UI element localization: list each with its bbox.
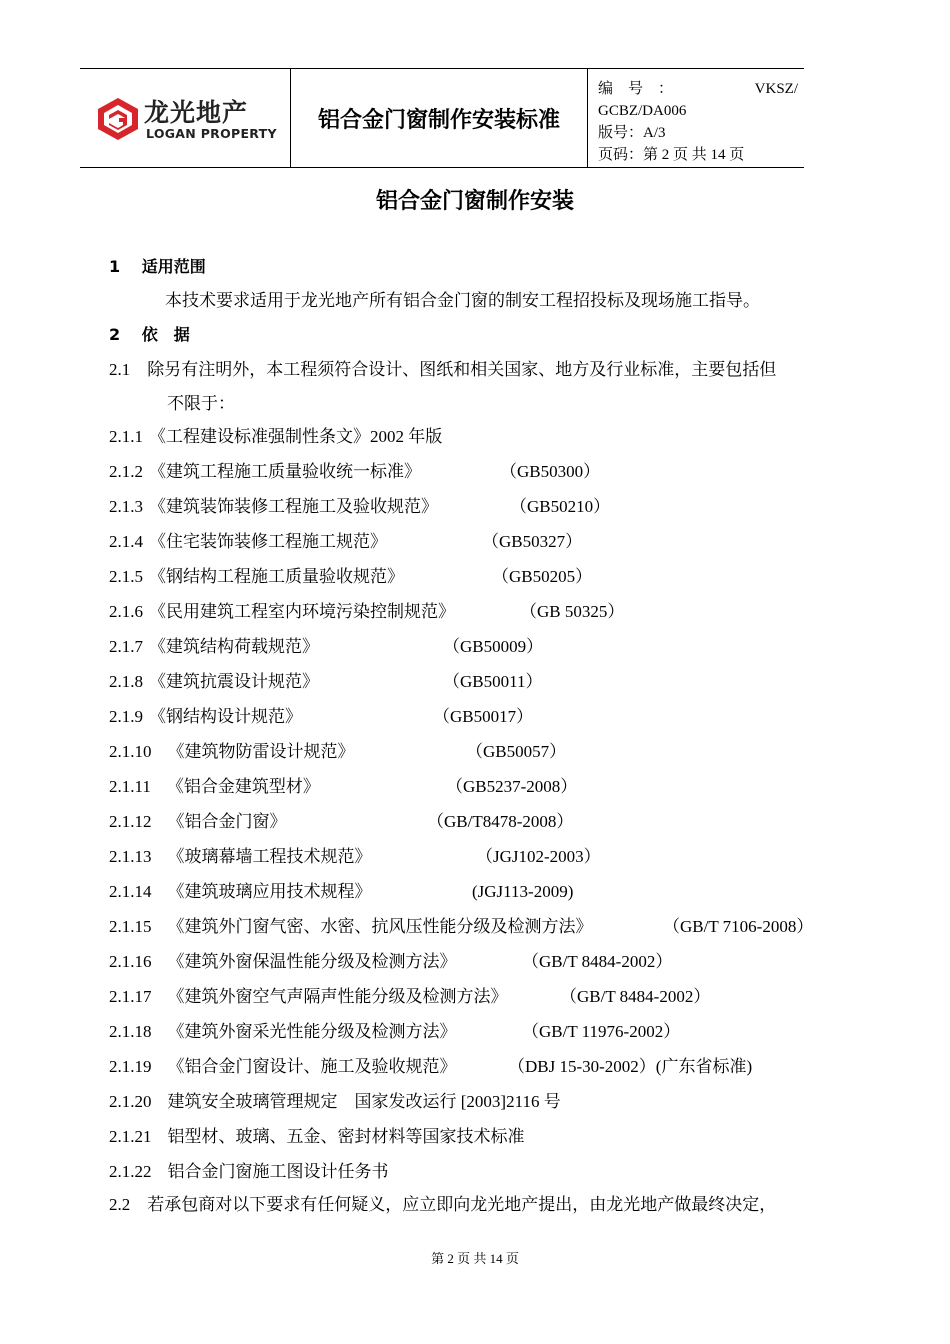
standard-code: （GB 50325）	[520, 602, 625, 621]
standard-item	[109, 950, 673, 974]
standard-number: 2.1.12	[109, 812, 152, 831]
standard-title: 《铝合金门窗设计、施工及验收规范》	[167, 1057, 457, 1076]
standard-title: 《住宅装饰装修工程施工规范》	[149, 532, 387, 551]
standard-title: 《工程建设标准强制性条文》2002 年版	[149, 427, 443, 446]
section-2-heading: 2 依 据	[109, 325, 190, 344]
standard-code: （GB/T 8484-2002）	[560, 987, 711, 1006]
doc-page-info: 页码：第 2 页 共 14 页	[598, 147, 745, 163]
doc-code-label: 编 号 ：	[598, 81, 674, 97]
page-footer: 第 2 页 共 14 页	[431, 1251, 519, 1266]
standard-title: 《钢结构设计规范》	[149, 707, 302, 726]
standard-item	[109, 845, 601, 869]
document-title: 铝合金门窗制作安装	[375, 189, 574, 214]
standard-code: （GB50017）	[433, 707, 534, 726]
standard-number: 2.1.21	[109, 1127, 152, 1146]
standard-item	[109, 705, 534, 729]
standard-number: 2.1.14	[109, 882, 152, 901]
logo-english-text: LOGAN PROPERTY	[146, 126, 277, 141]
standard-item	[109, 600, 625, 624]
standard-item	[109, 460, 601, 484]
standard-code: （JGJ102-2003）	[476, 847, 601, 866]
doc-code-value-1: VKSZ/	[754, 81, 798, 97]
standard-title: 《玻璃幕墙工程技术规范》	[167, 847, 372, 866]
standard-item	[109, 670, 543, 694]
standard-item	[109, 775, 578, 799]
standard-code: （GB/T 7106-2008）	[663, 917, 814, 936]
standard-title: 《建筑玻璃应用技术规程》	[167, 882, 372, 901]
standard-code: （GB50300）	[500, 462, 601, 481]
standard-number: 2.1.1	[109, 427, 143, 446]
logo-cell	[80, 69, 291, 167]
standard-title: 《建筑外窗保温性能分级及检测方法》	[167, 952, 457, 971]
standard-number: 2.1.10	[109, 742, 152, 761]
section-1-text: 本技术要求适用于龙光地产所有铝合金门窗的制安工程招投标及现场施工指导。	[165, 291, 760, 310]
standard-number: 2.1.4	[109, 532, 143, 551]
section-2-2-text: 2.2 若承包商对以下要求有任何疑义，应立即向龙光地产提出，由龙光地产做最终决定，	[109, 1195, 777, 1214]
standard-title: 铝型材、玻璃、五金、密封材料等国家技术标准	[167, 1127, 525, 1146]
standard-item	[109, 530, 583, 554]
header-title: 铝合金门窗制作安装标准	[291, 69, 588, 167]
standard-title: 建筑安全玻璃管理规定 国家发改运行 [2003]2116 号	[167, 1092, 561, 1111]
doc-code-row	[598, 78, 798, 100]
standard-item	[109, 495, 611, 519]
standard-number: 2.1.3	[109, 497, 143, 516]
standard-item	[109, 635, 544, 659]
standard-number: 2.1.22	[109, 1162, 152, 1181]
standard-code: （GB50210）	[510, 497, 611, 516]
standard-title: 《建筑外窗空气声隔声性能分级及检测方法》	[167, 987, 508, 1006]
standard-number: 2.1.2	[109, 462, 143, 481]
header-meta	[588, 69, 804, 167]
standard-code: （GB50011）	[443, 672, 543, 691]
standard-number: 2.1.5	[109, 567, 143, 586]
standard-code: （GB50327）	[482, 532, 583, 551]
section-2-1-text: 2.1 除另有注明外，本工程须符合设计、图纸和相关国家、地方及行业标准，主要包括但	[109, 360, 777, 379]
standard-item	[109, 425, 442, 449]
standard-title: 《钢结构工程施工质量验收规范》	[149, 567, 404, 586]
standard-code: （GB50009）	[443, 637, 544, 656]
logan-logo-icon	[96, 97, 140, 141]
standard-number: 2.1.17	[109, 987, 152, 1006]
doc-version: 版号：A/3	[598, 125, 666, 141]
standard-code: （GB50057）	[466, 742, 567, 761]
standard-item	[109, 985, 711, 1009]
section-2-1-text-cont: 不限于：	[167, 394, 235, 413]
standard-item	[109, 810, 574, 834]
standard-code: （GB5237-2008）	[446, 777, 578, 796]
standard-number: 2.1.9	[109, 707, 143, 726]
standard-item	[109, 1090, 561, 1114]
standard-number: 2.1.18	[109, 1022, 152, 1041]
standard-number: 2.1.13	[109, 847, 152, 866]
logo-chinese-text: 龙光地产	[144, 98, 249, 127]
doc-code-value-2: GCBZ/DA006	[598, 103, 687, 119]
standard-title: 铝合金门窗施工图设计任务书	[167, 1162, 389, 1181]
document-header	[80, 68, 804, 168]
standard-item	[109, 1160, 389, 1184]
standard-title: 《铝合金建筑型材》	[166, 777, 320, 796]
standard-code: (JGJ113-2009)	[472, 882, 574, 901]
standard-item	[109, 1125, 525, 1149]
standard-title: 《建筑外窗采光性能分级及检测方法》	[167, 1022, 457, 1041]
standard-code: （DBJ 15-30-2002）(广东省标准)	[508, 1057, 753, 1076]
standard-title: 《建筑外门窗气密、水密、抗风压性能分级及检测方法》	[167, 917, 593, 936]
standard-title: 《建筑结构荷载规范》	[149, 637, 319, 656]
standard-number: 2.1.20	[109, 1092, 152, 1111]
standard-code: （GB/T 8484-2002）	[522, 952, 673, 971]
section-1-heading: 1 适用范围	[109, 257, 206, 276]
standard-title: 《建筑工程施工质量验收统一标准》	[149, 462, 421, 481]
standard-item	[109, 1020, 681, 1044]
standard-title: 《建筑装饰装修工程施工及验收规范》	[149, 497, 438, 516]
standard-number: 2.1.11	[109, 777, 151, 796]
standard-number: 2.1.19	[109, 1057, 152, 1076]
standard-item	[109, 740, 567, 764]
standard-number: 2.1.15	[109, 917, 152, 936]
standard-number: 2.1.7	[109, 637, 143, 656]
standard-code: （GB50205）	[492, 567, 593, 586]
standard-code: （GB/T8478-2008）	[427, 812, 574, 831]
standard-number: 2.1.8	[109, 672, 143, 691]
standard-title: 《建筑物防雷设计规范》	[167, 742, 355, 761]
standard-title: 《建筑抗震设计规范》	[149, 672, 319, 691]
standard-item	[109, 915, 814, 939]
standard-item	[109, 880, 574, 904]
standard-number: 2.1.16	[109, 952, 152, 971]
standard-code: （GB/T 11976-2002）	[522, 1022, 681, 1041]
standard-item	[109, 565, 593, 589]
standard-title: 《民用建筑工程室内环境污染控制规范》	[149, 602, 455, 621]
standard-title: 《铝合金门窗》	[167, 812, 287, 831]
standard-number: 2.1.6	[109, 602, 143, 621]
standard-item	[109, 1055, 753, 1079]
